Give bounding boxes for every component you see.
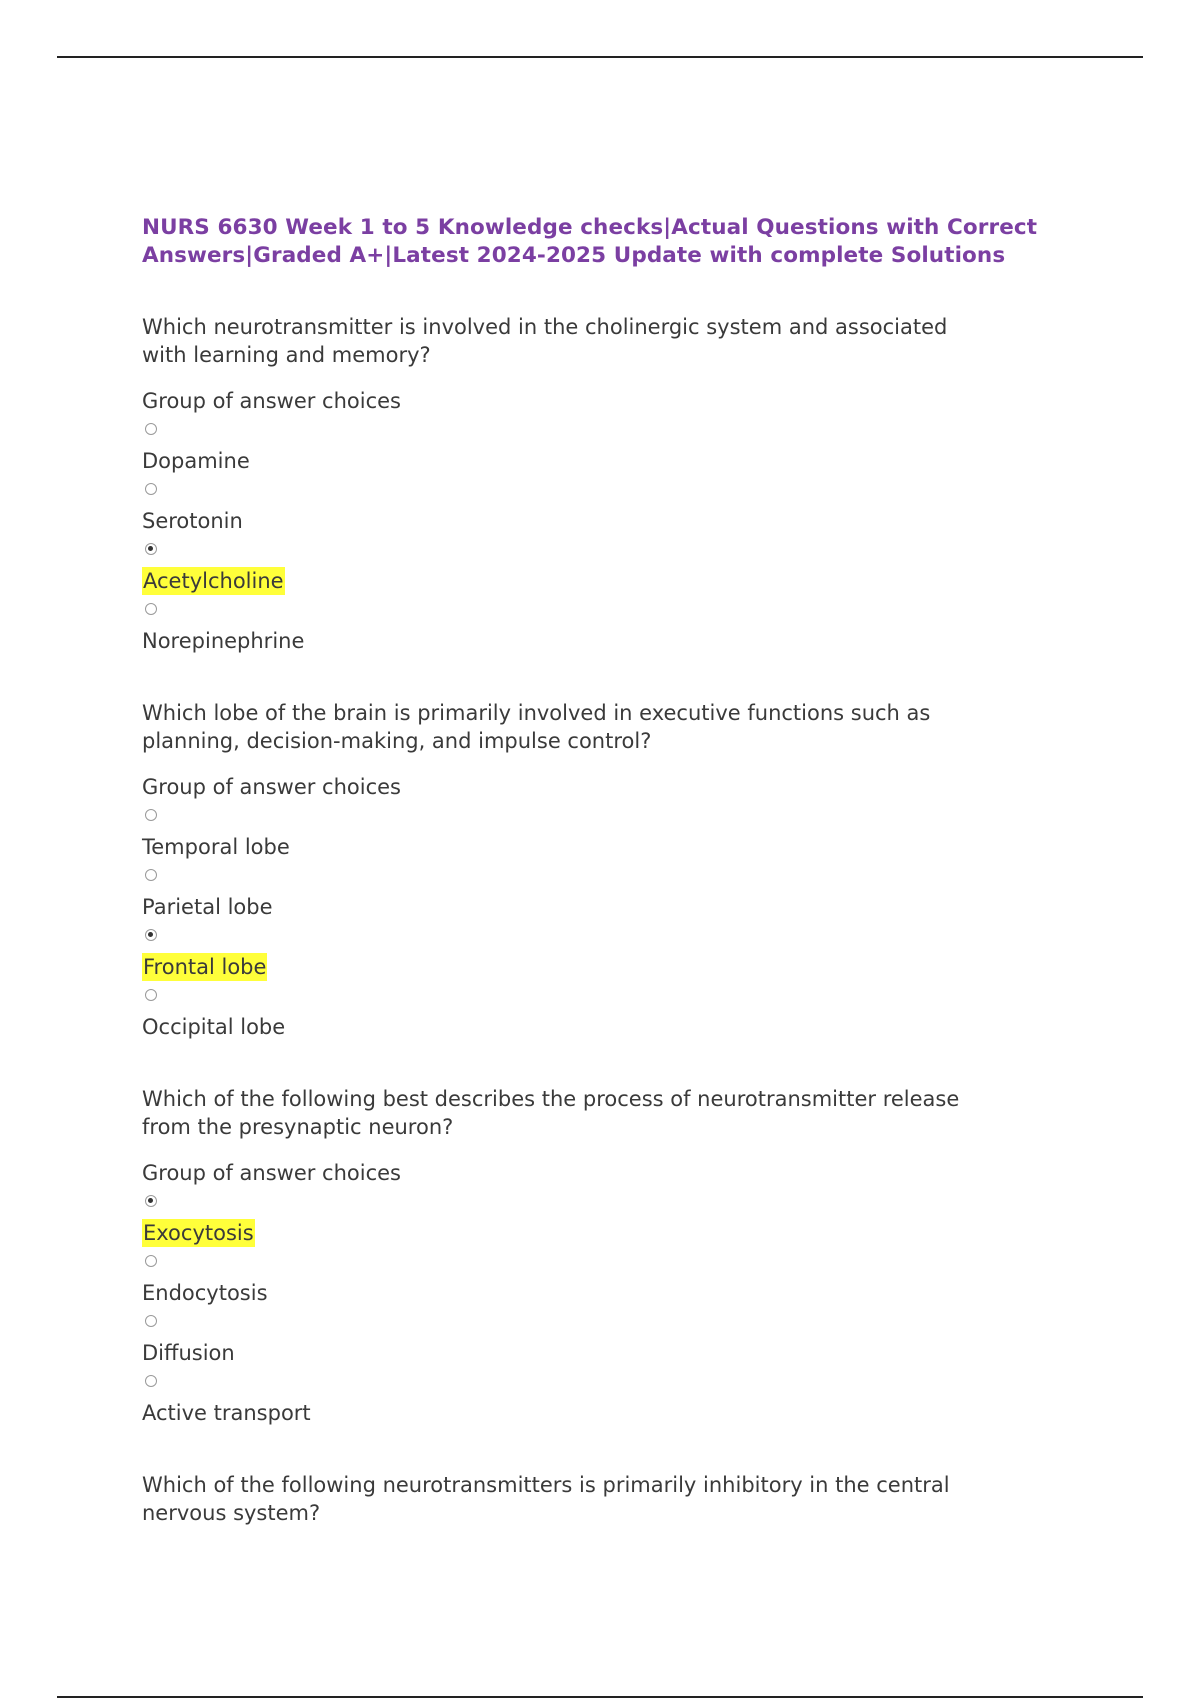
document-title-line-1: NURS 6630 Week 1 to 5 Knowledge checks|Actual Questions with Correct	[142, 215, 1038, 240]
answer-choice-label: Endocytosis	[142, 1281, 268, 1305]
question-text	[142, 1085, 1062, 1141]
answer-group-label: Group of answer choices	[142, 389, 401, 413]
question-text-line-1: Which lobe of the brain is primarily involved in executive functions such as	[142, 701, 931, 725]
radio-button-selected[interactable]	[145, 543, 157, 555]
document-title	[142, 214, 1062, 270]
question-text-line-2: with learning and memory?	[142, 343, 431, 367]
answer-choice-label: Serotonin	[142, 509, 243, 533]
correct-answer-label: Exocytosis	[143, 1221, 254, 1245]
answer-choice-diffusion[interactable]	[142, 1315, 1062, 1367]
radio-button[interactable]	[145, 809, 157, 821]
answer-choice-label: Occipital lobe	[142, 1015, 286, 1039]
answer-choice-endocytosis[interactable]	[142, 1255, 1062, 1307]
radio-button[interactable]	[145, 1315, 157, 1327]
question-text	[142, 1471, 1062, 1527]
radio-button[interactable]	[145, 423, 157, 435]
question-text-line-1: Which neurotransmitter is involved in the cholinergic system and associated	[142, 315, 948, 339]
radio-button[interactable]	[145, 869, 157, 881]
radio-button-selected[interactable]	[145, 1195, 157, 1207]
answer-choice-label: Dopamine	[142, 449, 250, 473]
answer-choice-dopamine[interactable]	[142, 423, 1062, 475]
top-rule	[57, 56, 1143, 58]
question-text-line-2: planning, decision-making, and impulse control?	[142, 729, 652, 753]
answer-choice-temporal-lobe[interactable]	[142, 809, 1062, 861]
answer-choice-acetylcholine[interactable]	[142, 543, 1062, 595]
radio-button-selected[interactable]	[145, 929, 157, 941]
question-text-line-1: Which of the following best describes the process of neurotransmitter release	[142, 1087, 960, 1111]
answer-choice-label: Active transport	[142, 1401, 311, 1425]
question-text-line-1: Which of the following neurotransmitters is primarily inhibitory in the central	[142, 1473, 950, 1497]
radio-button[interactable]	[145, 603, 157, 615]
question-text	[142, 313, 1062, 369]
answer-choice-serotonin[interactable]	[142, 483, 1062, 535]
radio-button[interactable]	[145, 483, 157, 495]
radio-button[interactable]	[145, 1255, 157, 1267]
question-3	[142, 1085, 1062, 1427]
question-1	[142, 313, 1062, 655]
radio-button[interactable]	[145, 989, 157, 1001]
question-2	[142, 699, 1062, 1041]
question-4	[142, 1471, 1062, 1527]
answer-choice-exocytosis[interactable]	[142, 1195, 1062, 1247]
answer-choice-label: Norepinephrine	[142, 629, 305, 653]
answer-group-label: Group of answer choices	[142, 1161, 401, 1185]
answer-group-label: Group of answer choices	[142, 775, 401, 799]
answer-choice-label: Temporal lobe	[142, 835, 290, 859]
answer-choice-norepinephrine[interactable]	[142, 603, 1062, 655]
answer-choice-label: Parietal lobe	[142, 895, 273, 919]
radio-button[interactable]	[145, 1375, 157, 1387]
answer-choice-label: Diffusion	[142, 1341, 235, 1365]
answer-choice-occipital-lobe[interactable]	[142, 989, 1062, 1041]
answer-choice-parietal-lobe[interactable]	[142, 869, 1062, 921]
correct-answer-label: Acetylcholine	[143, 569, 284, 593]
answer-choice-frontal-lobe[interactable]	[142, 929, 1062, 981]
answer-choice-active-transport[interactable]	[142, 1375, 1062, 1427]
question-text-line-2: nervous system?	[142, 1501, 321, 1525]
correct-answer-label: Frontal lobe	[143, 955, 267, 979]
bottom-rule	[57, 1696, 1143, 1698]
question-text	[142, 699, 1062, 755]
document-title-line-2: Answers|Graded A+|Latest 2024-2025 Update with complete Solutions	[142, 243, 1006, 268]
question-text-line-2: from the presynaptic neuron?	[142, 1115, 454, 1139]
document-body	[142, 214, 1062, 1527]
